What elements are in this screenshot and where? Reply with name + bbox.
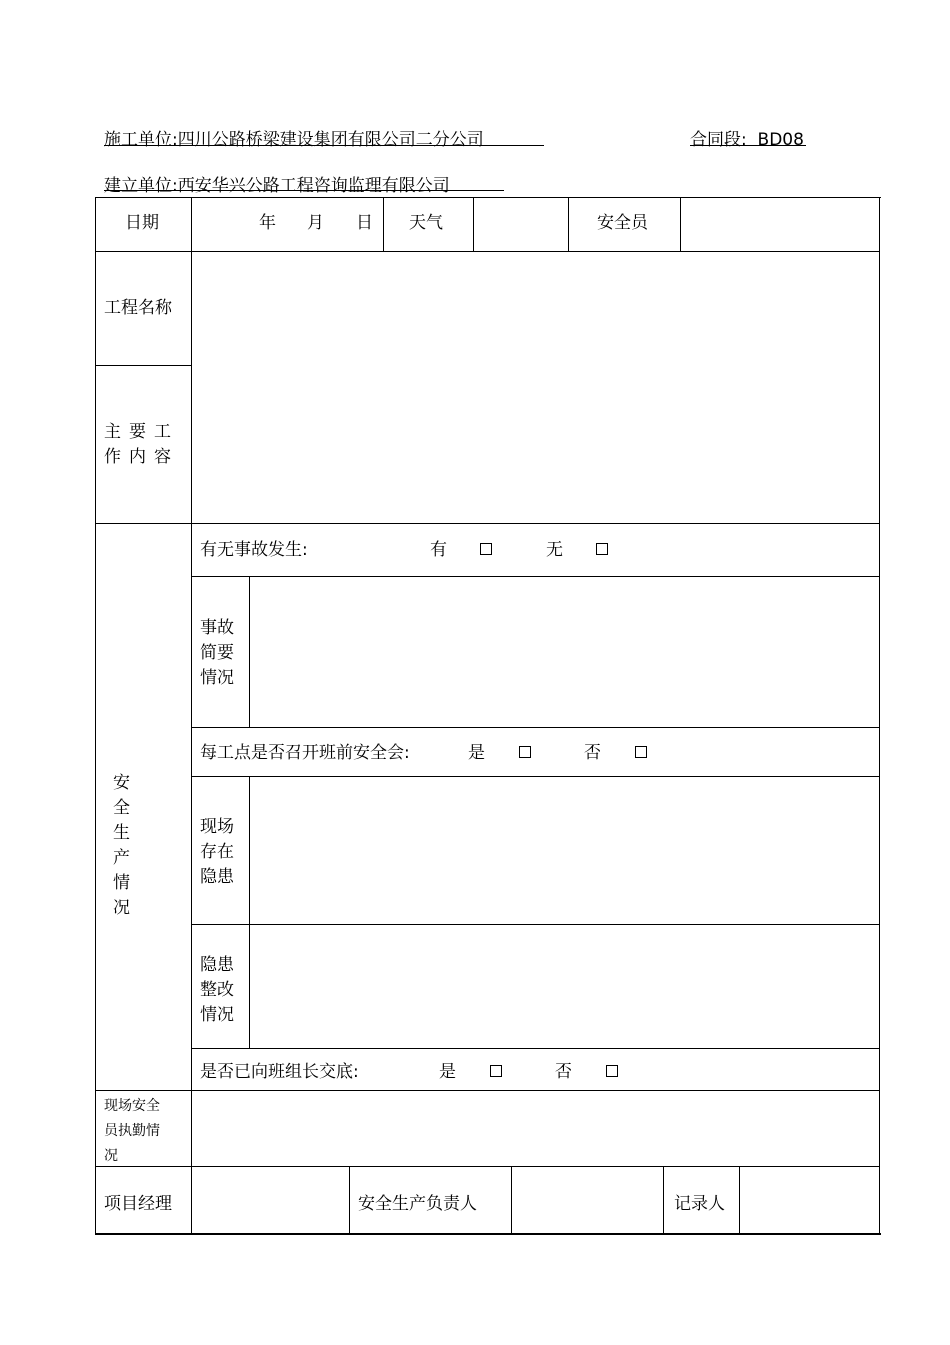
date-label: 日期 (125, 213, 159, 233)
briefing-yes-label: 是 (439, 1062, 456, 1082)
supervision-unit (104, 171, 450, 196)
briefing-no-label: 否 (555, 1062, 572, 1082)
briefing-no-checkbox[interactable] (606, 1065, 618, 1077)
main-work-label: 主要工作内容 (104, 422, 179, 467)
weather-field[interactable] (474, 198, 568, 251)
year-label: 年 (259, 213, 276, 233)
construction-unit-value: 四川公路桥梁建设集团有限公司二分公司 (177, 130, 484, 150)
officer-duty-field[interactable] (192, 1091, 879, 1166)
meeting-yes-checkbox[interactable] (519, 746, 531, 758)
safety-officer-field[interactable] (681, 198, 879, 251)
rectification-label: 隐患整改情况 (200, 955, 234, 1025)
contract-label: 合同段: (690, 130, 747, 150)
construction-unit-underline (104, 145, 544, 146)
hazards-label: 现场存在隐患 (200, 817, 234, 887)
weather-label: 天气 (409, 213, 443, 233)
hazards-field[interactable] (250, 777, 879, 924)
supervision-unit-label: 建立单位: (104, 176, 178, 196)
meeting-no-checkbox[interactable] (635, 746, 647, 758)
safety-responsible-field[interactable] (512, 1167, 663, 1233)
meeting-no-label: 否 (584, 743, 601, 763)
recorder-field[interactable] (740, 1167, 879, 1233)
accident-yes-label: 有 (430, 540, 447, 560)
briefing-yes-checkbox[interactable] (490, 1065, 502, 1077)
recorder-label: 记录人 (674, 1194, 725, 1214)
project-name-label: 工程名称 (104, 298, 172, 318)
meeting-question: 每工点是否召开班前安全会: (200, 743, 410, 763)
accident-no-label: 无 (546, 540, 563, 560)
contract-underline (690, 145, 806, 146)
safety-section-label: 安全生产情况 (113, 773, 152, 918)
construction-unit-label: 施工单位: (104, 130, 178, 150)
month-label: 月 (307, 213, 324, 233)
briefing-question: 是否已向班组长交底: (200, 1062, 359, 1082)
accident-summary-label: 事故简要情况 (200, 618, 234, 688)
officer-duty-label: 现场安全员执勤情况 (104, 1098, 160, 1164)
accident-question: 有无事故发生: (200, 540, 308, 560)
accident-no-checkbox[interactable] (596, 543, 608, 555)
day-label: 日 (356, 213, 373, 233)
contract-value: BD08 (757, 130, 804, 150)
project-content-field[interactable] (192, 252, 879, 523)
accident-yes-checkbox[interactable] (480, 543, 492, 555)
rectification-field[interactable] (250, 925, 879, 1048)
safety-officer-label: 安全员 (597, 213, 648, 233)
safety-responsible-label: 安全生产负责人 (358, 1194, 477, 1214)
project-manager-label: 项目经理 (104, 1194, 172, 1214)
supervision-unit-underline (104, 190, 504, 191)
supervision-unit-value: 西安华兴公路工程咨询监理有限公司 (177, 176, 450, 196)
construction-unit (104, 125, 484, 150)
meeting-yes-label: 是 (468, 743, 485, 763)
contract-section (690, 125, 804, 150)
accident-summary-field[interactable] (250, 577, 879, 727)
project-manager-field[interactable] (192, 1167, 349, 1233)
